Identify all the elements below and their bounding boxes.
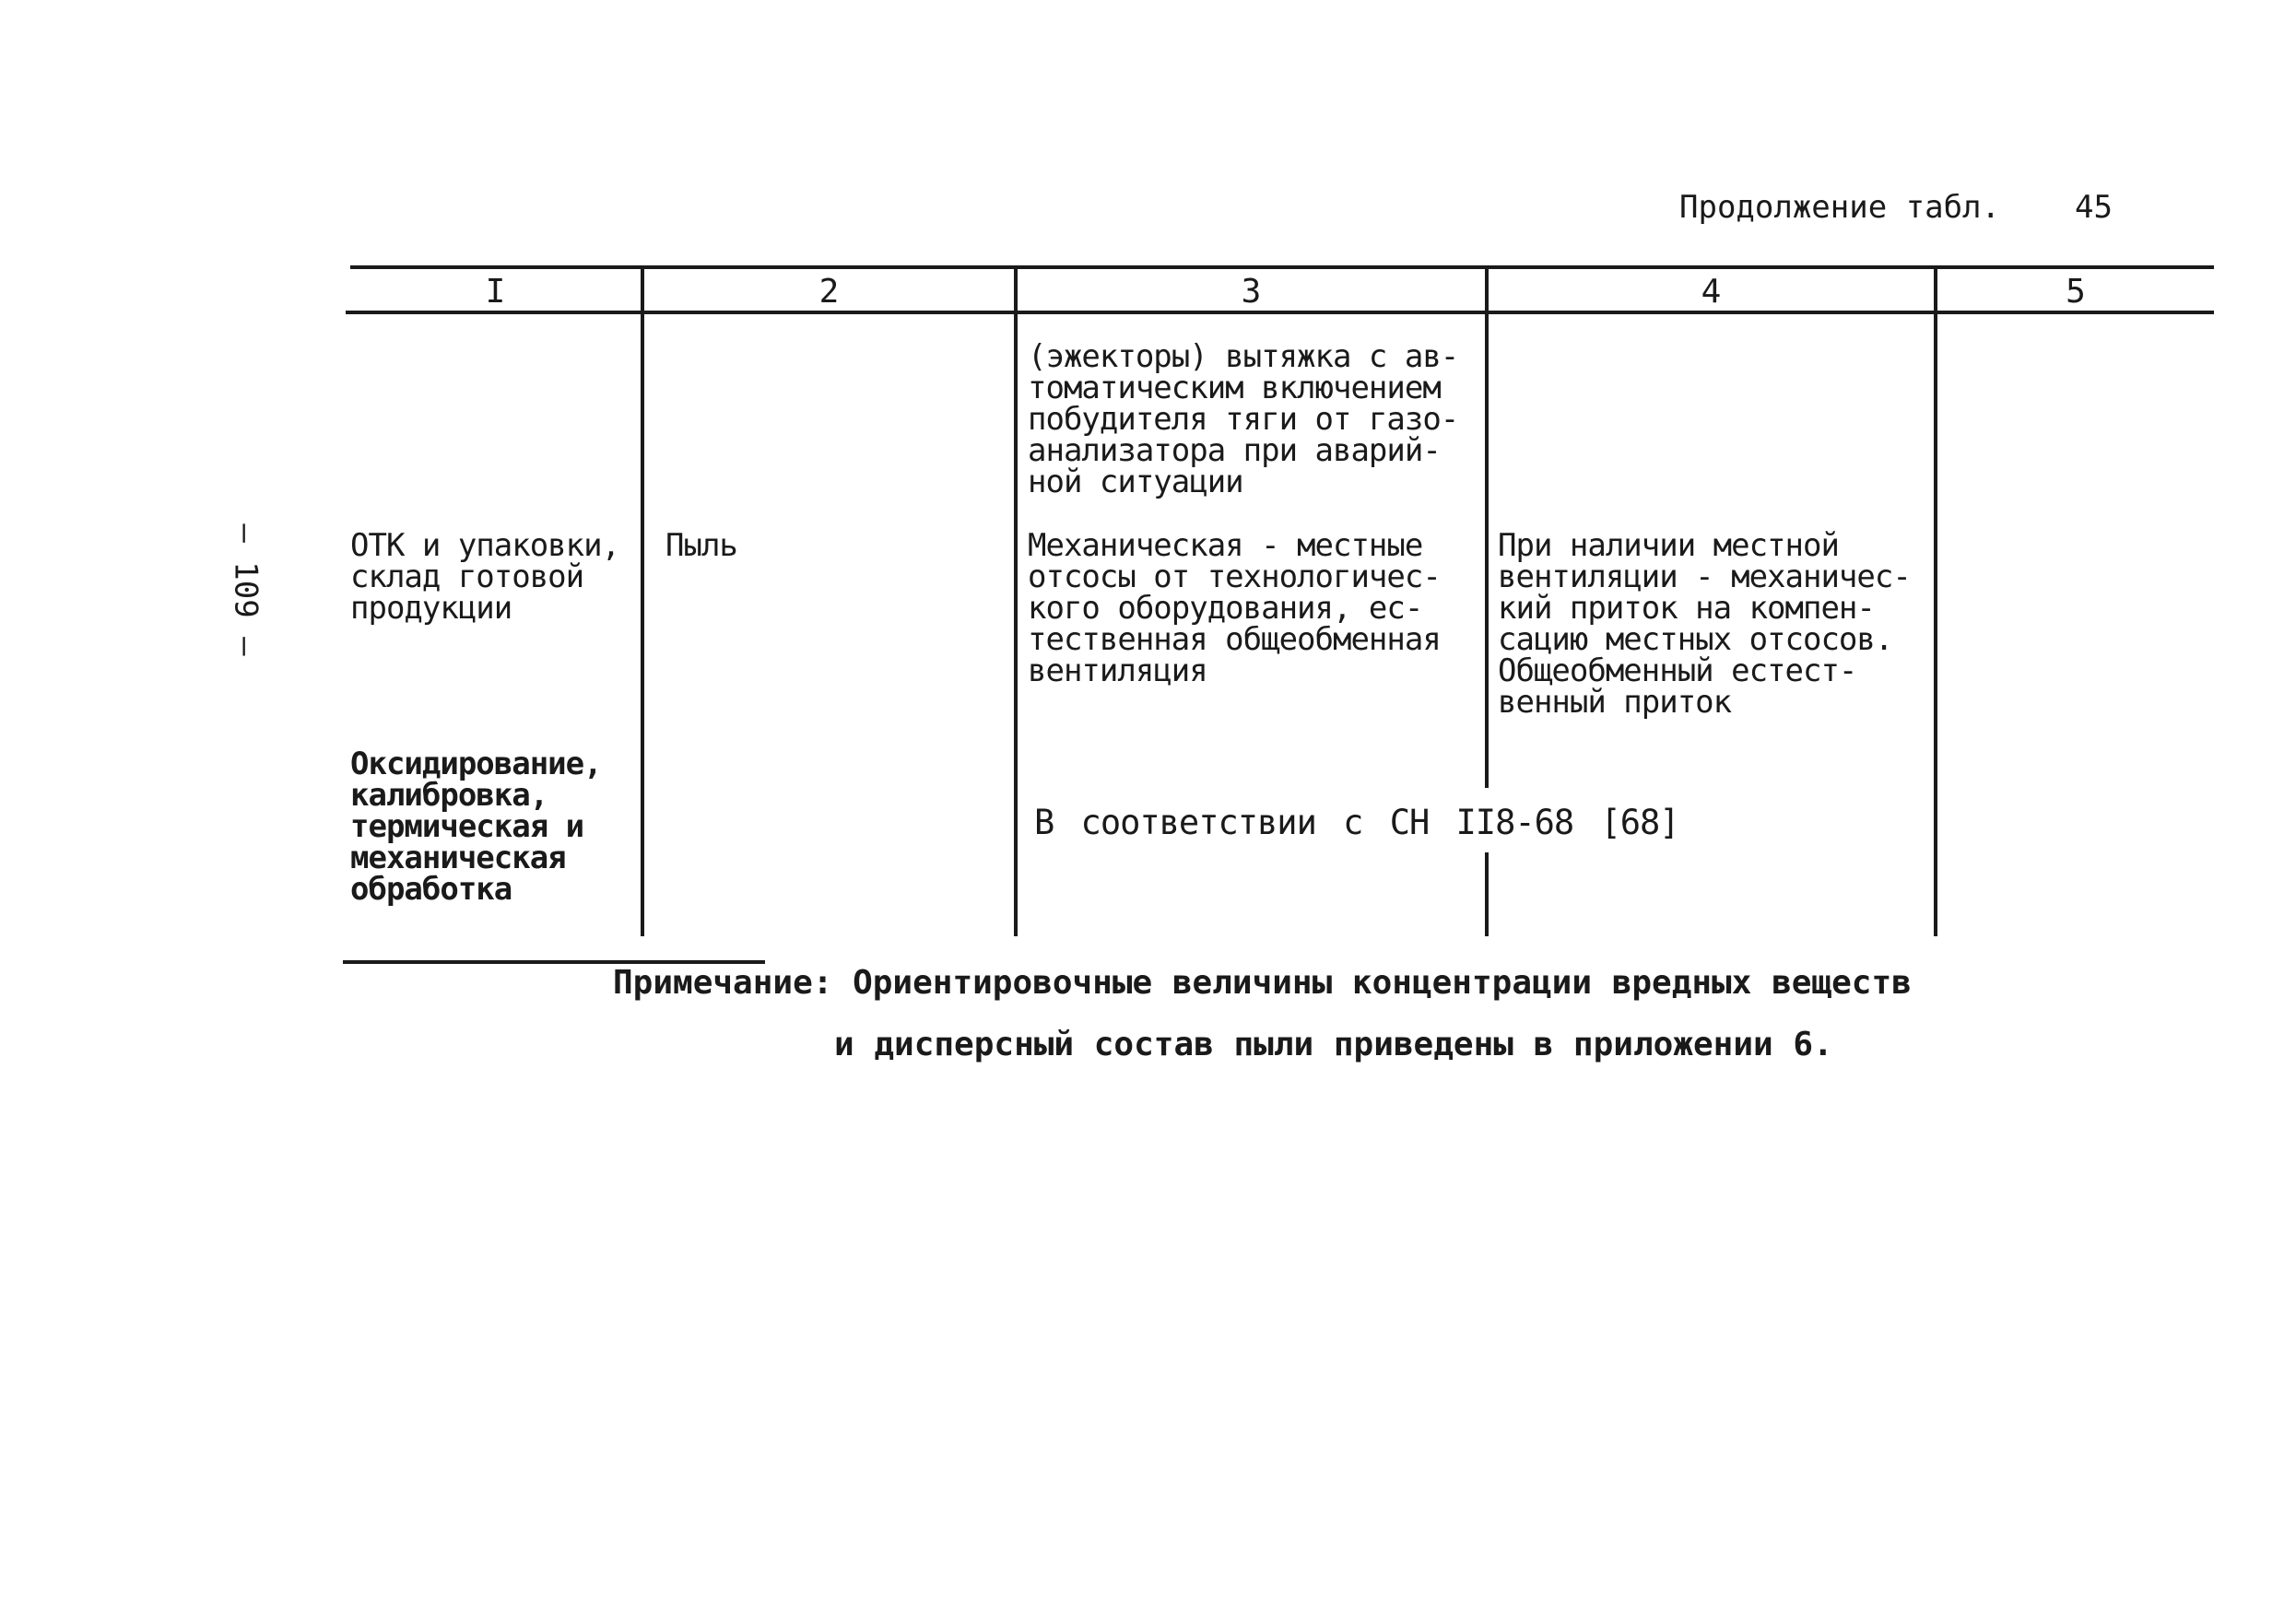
note-line-1: Примечание: Ориентировочные величины концентрации вредных веществ: [613, 964, 1912, 1002]
row2-col2-cell: Пыль: [665, 527, 737, 564]
row3-spanning-text: В соответствии с СН II8-68 [68]: [1034, 803, 1679, 842]
table-number: 45: [2074, 189, 2113, 226]
row2-col1-cell: ОТК и упаковки, склад готовой продукции: [350, 527, 620, 627]
note-line-2: и дисперсный состав пыли приведены в приложении 6.: [834, 1026, 1833, 1063]
row1-col3-cell: (эжекторы) вытяжка с ав- томатическим включением побудителя тяги от газо- анализатора при аварий- ной ситуации: [1028, 338, 1459, 500]
column-divider-2: [1014, 267, 1018, 936]
column-number-4: 4: [1701, 273, 1722, 311]
page-number: — 109 —: [227, 523, 265, 656]
row3-col1-cell: Оксидирование, калибровка, термическая и механическая обработка: [350, 746, 602, 908]
column-number-1: I: [485, 273, 506, 311]
column-number-3: 3: [1241, 273, 1262, 311]
row2-col4-cell: При наличии местной вентиляции - механичес- кий приток на компен- сацию местных отсосов. Общеобменный естест- венный приток: [1498, 527, 1911, 721]
table-continuation-heading: [1679, 189, 2113, 226]
column-number-2: 2: [818, 273, 840, 311]
column-divider-1: [641, 267, 644, 936]
column-divider-4: [1934, 267, 1937, 936]
heading-label: Продолжение табл.: [1679, 189, 2000, 226]
column-divider-3-lower: [1485, 852, 1489, 936]
row2-col3-cell: Механическая - местные отсосы от технологичес- кого оборудования, ес- тественная общеобменная вентиляция: [1028, 527, 1441, 689]
column-divider-3: [1485, 267, 1489, 788]
column-number-5: 5: [2066, 273, 2086, 311]
